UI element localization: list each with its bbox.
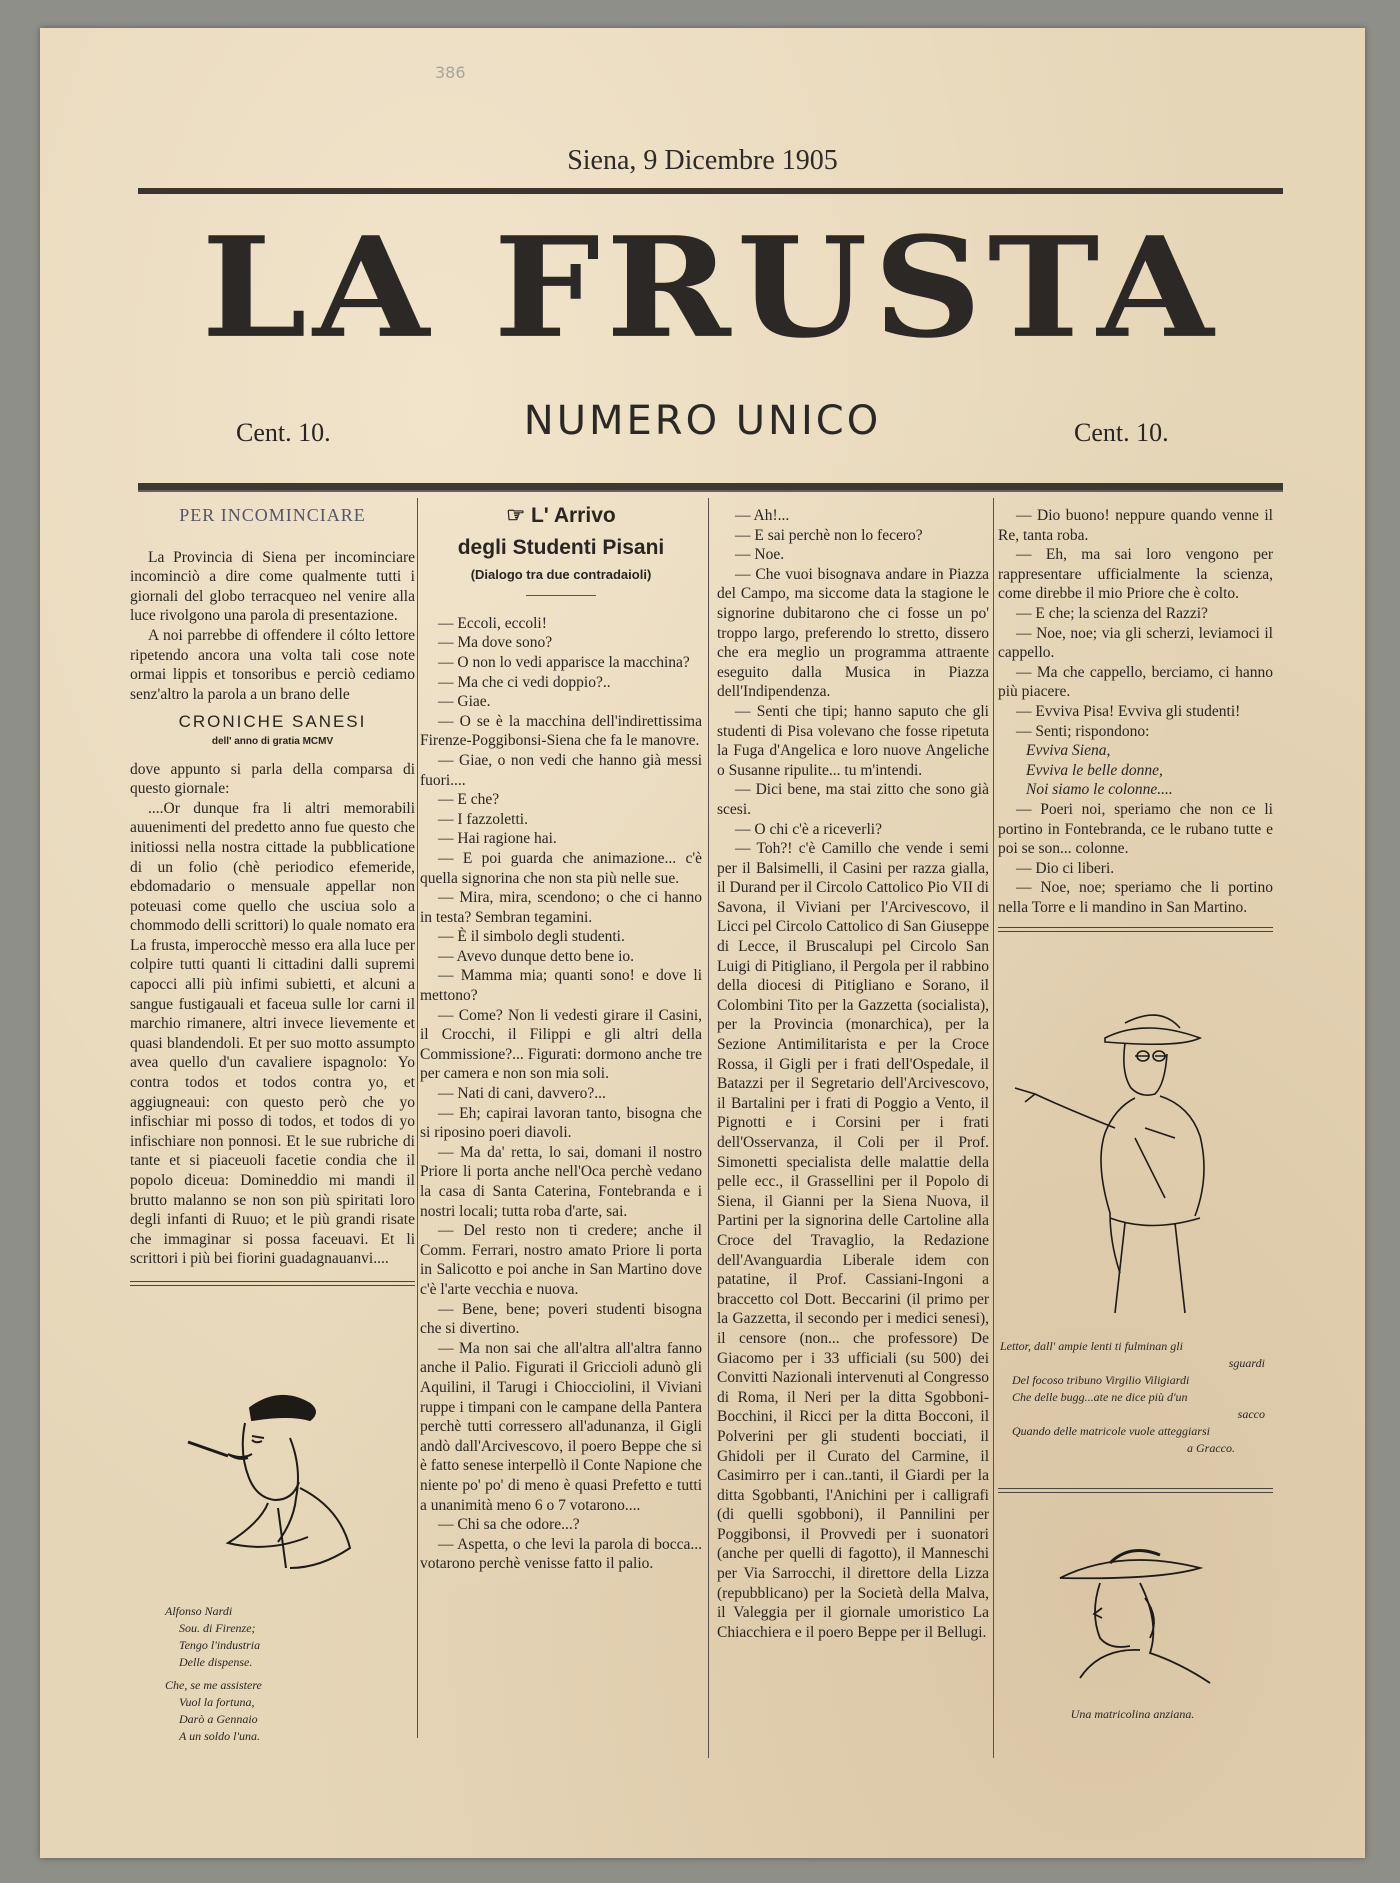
caption-line: Del focoso tribuno Virgilio Viligiardi bbox=[1012, 1373, 1190, 1387]
verse-line: Noi siamo le colonne.... bbox=[1026, 781, 1173, 799]
dialogue-line: — Come? Non li vedesti girare il Casini, il Crocchi, il Filippi e gli altri della Commissione?... Figurati: dormono anche tre per camera e non son mia soli. bbox=[420, 1006, 702, 1083]
verse bbox=[998, 741, 1273, 800]
column-1 bbox=[130, 506, 415, 1286]
column-4 bbox=[998, 506, 1273, 932]
dialogue-line: — E che? bbox=[438, 791, 500, 809]
column-divider bbox=[417, 498, 418, 1738]
caption-line: Che, se me assistere bbox=[165, 1678, 262, 1692]
dialogue-line: — Avevo dunque detto bene io. bbox=[438, 947, 635, 965]
masthead-title: LA FRUSTA bbox=[201, 207, 1220, 369]
paragraph: ....Or dunque fra li altri memorabili auuenimenti del predetto anno fue questo che initiossi nella nostra cittade la pubblicatione di un folio (chè periodico efemeride, ebdomadario o mensuale appellar non poteuasi come quello che usciua solo a chommodo delli scrittori) lo quale nomato era La frusta, imperocchè messo era alla luce per colpire tutti quanti li cittadini dalli supremi capocci alli più infimi subietti, et alcuni a sangue fustigauali et faceua sulle lor carni il marchio rimanere, altri invece lievemente et quasi blandendoli. Et per suo motto assumpto avea quello d'un cavaliere ispagnolo: Yo contra todos et todos contra yo, et aggiugneaui: con questo però che yo infischiar mi posso di todos, et todos di yo infischiare non ponnosi. Et le sue rubriche di tante et si piaceuoli facetie condia che il popolo diceua: Domineddio mi mandi il brutto malanno se non son più spiritati loro degli infanti di Ruuo; et le più grandi risate che immaginar si possa faceuavi. Et li scrittori i più bei fiorini guadagnauanvi.... bbox=[130, 799, 415, 1268]
caption-line: a Gracco. bbox=[1187, 1441, 1235, 1455]
short-rule bbox=[526, 595, 596, 596]
dialogue-line: — Eccoli, eccoli! bbox=[438, 614, 547, 632]
masthead-subtitle: NUMERO UNICO bbox=[523, 398, 882, 444]
caption-line: Darò a Gennaio bbox=[179, 1712, 258, 1726]
caption-line: Che delle bugg...ate ne dice più d'un bbox=[1012, 1390, 1188, 1404]
dialogue-line: — E poi guarda che animazione... c'è quella signorina che non sta più nelle sue. bbox=[420, 849, 702, 887]
caricature-viligiardi-illustration bbox=[985, 988, 1265, 1328]
dialogue-line: — Senti; rispondono: bbox=[1016, 722, 1150, 740]
dialogue-line: — Toh?! c'è Camillo che vende i semi per il Balsimelli, il Casini per razza gialla, il Durand per il Circolo Cattolico Pio VII di Savona, il Viviani per l'Arcivescovo, il Licci pel Circolo Cattolico di San Giuseppe di Lecce, il Bruscalupi pel Circolo San Luigi di Pitigliano, il Pergola per il rabbino della diocesi di Pitigliano e Sorano, il Colombini Tito per la Gazzetta (socialista), per la Provincia (monarchica), per la Sezione Antimilitarista e per la Croce Rossa, il Gigli per i frati dell'Ospedale, il Batazzi per il Segretario dell'Arcivescovo, il Bartalini per i frati di Poggio a Vento, il Pignotti e i Corsini per i frati dell'Osservanza, il Coli per il Prof. Simonetti specialista delle malattie della pelle ecc., il Grassellini per il Popolo di Siena, il Gianni per la Siena Nuova, il Partini per la signorina delle Cartoline alla Croce del Travaglio, la Redazione dell'Avanguardia Liberale idem con patatine, il Prof. Cassiani-Ingoni a braccetto col Dott. Beccarini (il primo per la Gazzetta, il secondo per i medici senesi), il censore (non... che professore) De Giacomo per i 33 ufficiali (su 500) dei Convitti Nazionali intervenuti al Congresso di Roma, il Neri per la ditta Sgobboni-Bocchini, il Ricci per la ditta Bocconi, il Polverini per gli studenti bocciati, il Ghidoli per il Curato del Carmine, il Casimirro per i can..tanti, il Giardi per la ditta Sgobbanti, l'Anichini per i calligrafi (di quelli sgobboni), il Pannilini per Poggibonsi, il Provvedi per i suonatori (anche per quelli di fagotto), il Manneschi per Via Sarrocchi, il direttore della Lizza (repubblicano) per la Società della Malva, il Valeggia per il giornale umoristico La Chiacchiera e il poero Beppe per il Bellugi. bbox=[717, 840, 989, 1641]
paragraph: dove appunto si parla della comparsa di questo giornale: bbox=[130, 760, 415, 798]
dialogue-line: — Poeri noi, speriamo che non ce li portino in Fontebranda, ce le rubano tutte e poi se son... colonne. bbox=[998, 800, 1273, 858]
caricature-nardi-illustration bbox=[140, 1378, 370, 1608]
dialogue-line: — Dio ci liberi. bbox=[1016, 859, 1115, 877]
caption-line: Tengo l'industria bbox=[179, 1638, 261, 1652]
dialogue-line: — Nati di cani, davvero?... bbox=[438, 1085, 606, 1103]
dialogue-line: — Dici bene, ma stai zitto che sono già scesi. bbox=[717, 781, 989, 818]
section-rule bbox=[130, 1281, 415, 1286]
article-title-text: L' Arrivo bbox=[530, 504, 616, 527]
caption-line: Delle dispense. bbox=[179, 1655, 253, 1669]
dialogue-line: — Hai ragione hai. bbox=[438, 830, 557, 848]
dialogue-line: — Senti che tipi; hanno saputo che gli studenti di Pisa volevano che fosse ripetuta la Fuga d'Angelica e loro nuove Angeliche o Susanne ripulite... tu m'intendi. bbox=[717, 702, 989, 779]
paragraph: A noi parrebbe di offendere il cólto lettore ripetendo ancora una volta tali cose note ormai lippis et tonsoribus e perciò cediamo senz'altro la parola a un brano delle bbox=[130, 626, 415, 703]
caption-line: Sou. di Firenze; bbox=[179, 1621, 256, 1635]
masthead-rule bbox=[138, 483, 1283, 492]
column-2 bbox=[420, 506, 702, 1574]
dialogue-line: — Giae. bbox=[438, 693, 491, 711]
column-3 bbox=[717, 506, 989, 1642]
caption-line: sacco bbox=[1237, 1407, 1265, 1421]
top-rule bbox=[138, 188, 1283, 194]
caption-line: A un soldo l'una. bbox=[179, 1729, 261, 1743]
dialogue-line: — O chi c'è a riceverli? bbox=[735, 820, 882, 838]
caption-line: Quando delle matricole vuole atteggiarsi bbox=[1012, 1424, 1210, 1438]
verse-line: Evviva le belle donne, bbox=[1026, 761, 1163, 779]
dialogue-line: — Ma non sai che all'altra all'altra fanno anche il Palio. Figurati il Griccioli adunò gli Aquilini, il Tarugi i Chiocciolini, il Viviani ruppe i timpani con le campane della Pantera perchè tutti corressero all'adunanza, il Gigli andò dall'Arcivescovo, il poero Beppe che si è fatto senese interpellò il Conte Napione che niente po' po' di meno è quasi Prefetto e tutti a unanimità meno 6 o 7 votarono.... bbox=[420, 1339, 702, 1514]
viligiardi-caption bbox=[1000, 1338, 1265, 1457]
dialogue-line: — Evviva Pisa! Evviva gli studenti! bbox=[1016, 702, 1241, 720]
dialogue-line: — Ma dove sono? bbox=[438, 634, 553, 652]
caption-line: Lettor, dall' ampie lenti ti fulminan gli bbox=[1000, 1339, 1183, 1353]
dialogue-line: — Dio buono! neppure quando venne il Re, tanta roba. bbox=[998, 507, 1273, 544]
article-title-line2: degli Studenti Pisani bbox=[457, 535, 665, 559]
caption-line: Vuol la fortuna, bbox=[179, 1695, 255, 1709]
dialogue-line: — Mamma mia; quanti sono! e dove li mettono? bbox=[420, 967, 702, 1005]
price-left: Cent. 10. bbox=[236, 418, 331, 447]
caption-line: Alfonso Nardi bbox=[165, 1604, 233, 1618]
dialogue-line: — Ma da' retta, lo sai, domani il nostro Priore li porta anche nell'Oca perchè vedano la casa di Santa Caterina, Fontebranda e i nostri locali; tutta roba d'arte, sai. bbox=[420, 1143, 702, 1220]
article-subtitle: (Dialogo tra due contradaioli) bbox=[470, 567, 652, 583]
matricolina-caption: Una matricolina anziana. bbox=[1070, 1707, 1195, 1721]
dialogue-line: — O se è la macchina dell'indirettissima Firenze-Poggibonsi-Siena che fa le manovre. bbox=[420, 712, 702, 750]
dialogue-line: — Ah!... bbox=[735, 507, 790, 524]
dialogue-line: — E sai perchè non lo fecero? bbox=[735, 526, 923, 544]
dialogue-line: — E che; la scienza del Razzi? bbox=[1016, 604, 1208, 622]
column-divider bbox=[708, 498, 709, 1758]
dialogue-line: — Giae, o non vedi che hanno già messi fuori.... bbox=[420, 751, 702, 789]
dialogue-line: — È il simbolo degli studenti. bbox=[438, 928, 625, 946]
dialogue-line: — Ma che cappello, berciamo, ci hanno più piacere. bbox=[998, 663, 1273, 701]
dateline: Siena, 9 Dicembre 1905 bbox=[567, 145, 838, 176]
section-rule bbox=[998, 1488, 1273, 1493]
caricature-caption bbox=[165, 1603, 375, 1745]
price-right: Cent. 10. bbox=[1074, 418, 1169, 447]
pencil-mark: 386 bbox=[435, 63, 466, 82]
caption-line: sguardi bbox=[1228, 1356, 1265, 1370]
dialogue-line: — Noe, noe; via gli scherzi, leviamoci il cappello. bbox=[998, 624, 1273, 662]
dialogue-line: — Aspetta, o che levi la parola di bocca... votarono perchè venisse fatto il palio. bbox=[420, 1535, 702, 1573]
article-title bbox=[420, 506, 702, 526]
dialogue-line: — Ma che ci vedi doppio?.. bbox=[438, 673, 611, 691]
matricolina-illustration bbox=[1040, 1538, 1220, 1688]
dialogue-line: — O non lo vedi apparisce la macchina? bbox=[438, 653, 690, 671]
dialogue-line: — Noe. bbox=[735, 546, 785, 564]
verse-line: Evviva Siena, bbox=[1026, 742, 1111, 760]
dialogue-line: — Del resto non ti credere; anche il Comm. Ferrari, nostro amato Priore li porta in Salicotto e poi anche in San Martino dove c'è l'arte vecchia e nuova. bbox=[420, 1222, 702, 1298]
dialogue-line: — Chi sa che odore...? bbox=[438, 1516, 580, 1534]
dialogue-line: — Noe, noe; speriamo che li portino nella Torre e li mandino in San Martino. bbox=[998, 879, 1273, 916]
dialogue-line: — Eh, ma sai loro vengono per rappresentare ufficialmente la scienza, come direbbe il mio Priore che è colto. bbox=[998, 546, 1273, 603]
newspaper-page bbox=[40, 28, 1365, 1858]
dialogue-line: — I fazzoletti. bbox=[438, 810, 528, 828]
section-subheading: dell' anno di gratia MCMV bbox=[211, 735, 334, 747]
article-heading: PER INCOMINCIARE bbox=[179, 505, 366, 525]
section-rule bbox=[998, 927, 1273, 932]
paragraph: La Provincia di Siena per incominciare incominciò a dire come qualmente tutti i giornali del globo terracqueo nel venire alla luce rivolgono una parola di presentazione. bbox=[130, 548, 415, 625]
dialogue bbox=[420, 614, 702, 1574]
dialogue-line: — Mira, mira, scendono; o che ci hanno in testa? Sembran tegamini. bbox=[420, 889, 702, 926]
dialogue-line: — Che vuoi bisognava andare in Piazza del Campo, ma siccome data la stagione le signorine dubitarono che ci fosse un po' troppo largo, preferendo lo stretto, dissero che era meglio un programma attraente eseguito dalla Musica in Piazza dell'Indipendenza. bbox=[717, 565, 989, 701]
section-heading: CRONICHE SANESI bbox=[178, 712, 367, 732]
dialogue-line: — Eh; capirai lavoran tanto, bisogna che si riposino poeri diavoli. bbox=[420, 1104, 702, 1142]
dialogue-line: — Bene, bene; poveri studenti bisogna che si divertino. bbox=[420, 1300, 702, 1338]
pointing-hand-icon: ☞ bbox=[506, 504, 531, 527]
